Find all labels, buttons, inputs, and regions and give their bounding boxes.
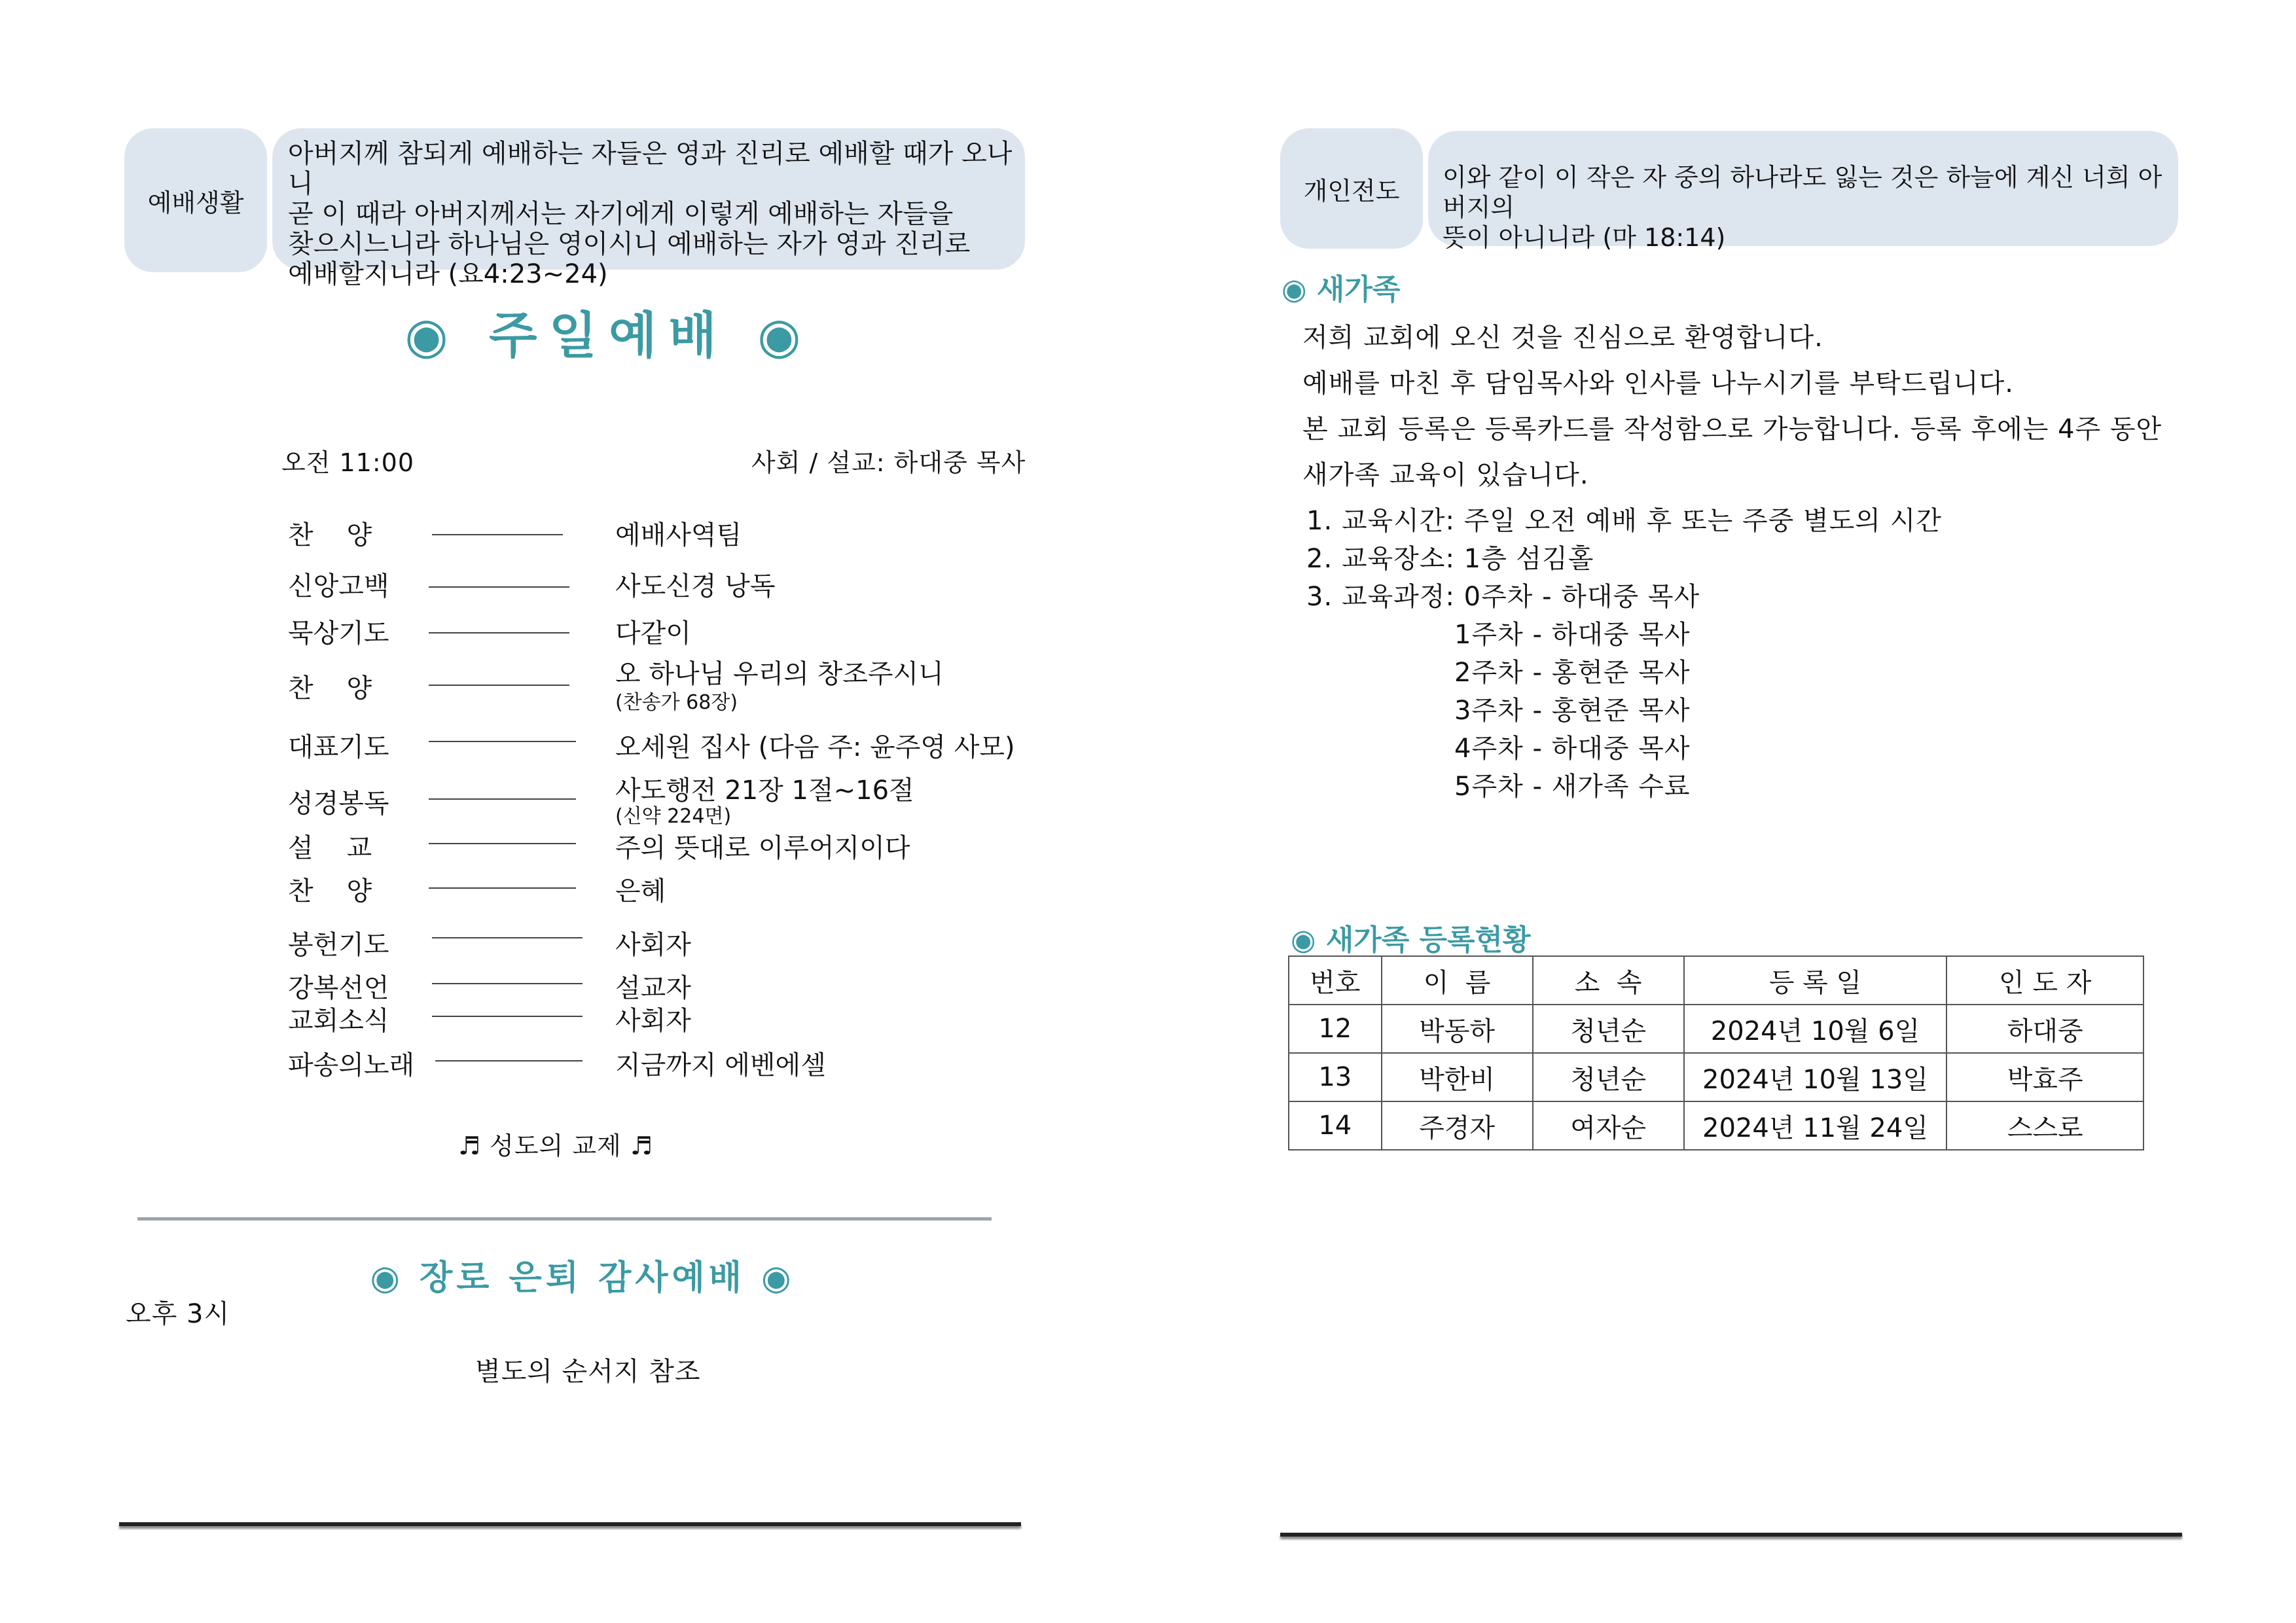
order-value: 사도신경 낭독 (615, 571, 776, 601)
order-dash (429, 685, 569, 686)
table-row (1289, 1005, 2144, 1053)
education-line: 3. 교육과정: 0주차 - 하대중 목사 (1306, 582, 1700, 612)
education-week: 2주차 - 홍현준 목사 (1454, 658, 1691, 688)
order-dash (432, 534, 563, 535)
order-value: 지금까지 에벤에셀 (615, 1050, 826, 1080)
order-label: 교회소식 (288, 1006, 389, 1036)
retirement-service-title: ◉ 장로 은퇴 감사예배 ◉ (370, 1258, 795, 1298)
service-presider: 사회 / 설교: 하대중 목사 (751, 448, 1026, 477)
registry-cell: 하대중 (1946, 1005, 2144, 1053)
order-label: 파송의노래 (288, 1050, 415, 1080)
new-family-line: 저희 교회에 오신 것을 진심으로 환영합니다. (1302, 323, 1823, 353)
new-family-line: 예배를 마친 후 담임목사와 인사를 나누시기를 부탁드립니다. (1302, 368, 2015, 399)
education-week: 1주차 - 하대중 목사 (1454, 620, 1691, 650)
registry-cell: 14 (1289, 1101, 1382, 1150)
registry-heading: ◉ 새가족 등록현황 (1291, 923, 1531, 957)
new-family-line: 새가족 교육이 있습니다. (1302, 460, 1589, 490)
registry-col-group: 소 속 (1533, 956, 1684, 1005)
education-line: 1. 교육시간: 주일 오전 예배 후 또는 주중 별도의 시간 (1306, 506, 1942, 536)
education-line: 2. 교육장소: 1층 섬김홀 (1306, 544, 1594, 574)
service-time: 오전 11:00 (281, 448, 415, 477)
registry-cell: 박동하 (1382, 1005, 1533, 1053)
education-week: 5주차 - 새가족 수료 (1454, 772, 1691, 802)
evangelism-tag-label: 개인전도 (1303, 176, 1400, 205)
order-value: 사회자 (615, 930, 691, 960)
order-value: 은혜 (615, 876, 666, 906)
order-value: 오세원 집사 (다음 주: 윤주영 사모) (615, 732, 1015, 762)
order-dash (429, 843, 576, 844)
order-dash (429, 632, 569, 633)
registry-cell: 스스로 (1946, 1101, 2144, 1150)
registry-cell: 13 (1289, 1053, 1382, 1101)
education-week: 3주차 - 홍현준 목사 (1454, 696, 1691, 726)
table-row (1289, 1053, 2144, 1101)
order-value: 설교자 (615, 973, 691, 1003)
order-value: 사도행전 21장 1절~16절 (615, 776, 914, 806)
new-family-heading: ◉ 새가족 (1282, 273, 1401, 306)
page-bottom-rule-left (119, 1522, 1021, 1526)
order-value: 다같이 (615, 618, 691, 649)
registry-col-number: 번호 (1289, 956, 1382, 1005)
worship-verse-line-4: 예배할지니라 (요4:23~24) (288, 259, 608, 289)
order-label: 설 교 (288, 833, 372, 863)
order-label: 대표기도 (288, 732, 389, 762)
registry-cell: 박한비 (1382, 1053, 1533, 1101)
order-dash (429, 741, 576, 742)
order-dash (429, 798, 576, 800)
worship-life-tag-label: 예배생활 (147, 188, 244, 217)
education-week: 4주차 - 하대중 목사 (1454, 734, 1691, 764)
registry-cell: 청년순 (1533, 1005, 1684, 1053)
registry-col-guide: 인 도 자 (1946, 956, 2144, 1005)
evangelism-verse-box (1428, 131, 2178, 252)
registry-cell: 2024년 10월 6일 (1684, 1005, 1947, 1053)
worship-verse-box (272, 128, 1025, 289)
worship-verse-line-3: 찾으시느니라 하나님은 영이시니 예배하는 자가 영과 진리로 (288, 229, 971, 259)
worship-life-tag (124, 128, 267, 272)
order-label: 강복선언 (288, 973, 389, 1003)
registry-cell: 2024년 10월 13일 (1684, 1053, 1947, 1101)
order-value: 오 하나님 우리의 창조주시니 (615, 659, 944, 689)
registry-cell: 박효주 (1946, 1053, 2144, 1101)
registry-cell: 2024년 11월 24일 (1684, 1101, 1947, 1150)
order-dash (432, 983, 583, 984)
order-subnote: (찬송가 68장) (615, 691, 738, 714)
order-label: 신앙고백 (288, 571, 389, 601)
registry-col-date: 등 록 일 (1684, 956, 1947, 1005)
order-label: 묵상기도 (288, 618, 389, 649)
registry-col-name: 이 름 (1382, 956, 1533, 1005)
registry-cell: 12 (1289, 1005, 1382, 1053)
new-family-line: 본 교회 등록은 등록카드를 작성함으로 가능합니다. 등록 후에는 4주 동안 (1302, 414, 2162, 444)
registry-cell: 청년순 (1533, 1053, 1684, 1101)
order-value: 예배사역팀 (615, 520, 742, 550)
registry-cell: 주경자 (1382, 1101, 1533, 1150)
order-dash (435, 1060, 583, 1061)
worship-verse-line-2: 곧 이 때라 아버지께서는 자기에게 이렇게 예배하는 자들을 (288, 199, 954, 229)
order-dash (429, 586, 569, 588)
retirement-note: 별도의 순서지 참조 (475, 1357, 701, 1387)
order-dash (432, 937, 583, 938)
fellowship-note: ♬ 성도의 교제 ♬ (458, 1132, 653, 1160)
order-label: 성경봉독 (288, 789, 389, 819)
order-label: 찬 양 (288, 876, 372, 906)
sunday-service-title: ◉ 주일예배 ◉ (404, 306, 813, 365)
order-value: 주의 뜻대로 이루어지이다 (615, 833, 910, 863)
evangelism-verse-line-2: 뜻이 아니니라 (마 18:14) (1443, 223, 1726, 252)
order-subnote: (신약 224면) (615, 805, 732, 828)
registry-cell: 여자순 (1533, 1101, 1684, 1150)
order-label: 봉헌기도 (288, 930, 389, 960)
registry-table (1288, 955, 2144, 1150)
order-dash (429, 887, 576, 889)
worship-verse-line-1: 아버지께 참되게 예배하는 자들은 영과 진리로 예배할 때가 오나니 (288, 139, 1013, 199)
registry-header-row (1289, 956, 2144, 1005)
order-dash (432, 1016, 583, 1017)
order-value: 사회자 (615, 1006, 691, 1036)
table-row (1289, 1101, 2144, 1150)
evangelism-tag (1280, 128, 1423, 249)
retirement-time: 오후 3시 (126, 1299, 230, 1329)
evangelism-verse-line-1: 이와 같이 이 작은 자 중의 하나라도 잃는 것은 하늘에 계신 너희 아버지의 (1443, 163, 2162, 222)
order-label: 찬 양 (288, 520, 372, 550)
section-divider (137, 1217, 992, 1221)
order-label: 찬 양 (288, 673, 372, 704)
page-bottom-rule-right (1280, 1533, 2182, 1537)
